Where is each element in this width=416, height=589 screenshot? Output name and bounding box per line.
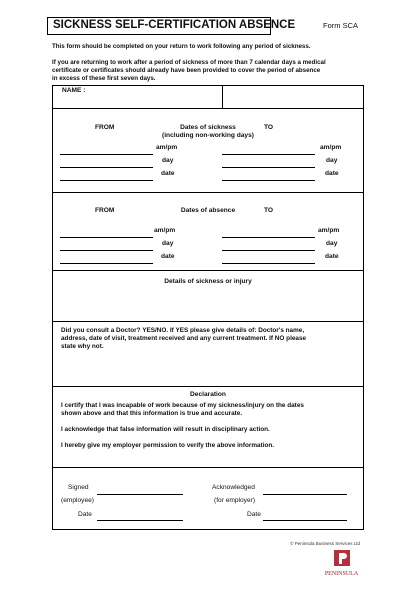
sickness-dates-subheading: (including non-working days) — [162, 132, 254, 139]
sickness-from-ampm-label: am/pm — [156, 144, 178, 151]
intro-text: This form should be completed on your return to work following any period of sickness. — [52, 43, 311, 50]
signed-label: Signed — [68, 484, 89, 491]
absence-from-date-field[interactable] — [60, 263, 153, 264]
peninsula-logo — [319, 550, 364, 580]
absence-from-ampm-field[interactable] — [60, 237, 153, 238]
intro-note-line-3: in excess of these first seven days. — [52, 75, 156, 82]
sickness-to-day-field[interactable] — [222, 167, 315, 168]
absence-to-ampm-label: am/pm — [318, 227, 340, 234]
doctor-question-line-1: Did you consult a Doctor? YES/NO. If YES please give details of: Doctor's name, — [61, 327, 305, 334]
declaration-text-3: I hereby give my employer permission to verify the above information. — [61, 442, 275, 449]
sickness-to-ampm-field[interactable] — [222, 154, 315, 155]
form-title: SICKNESS SELF-CERTIFICATION ABSENCE — [47, 17, 271, 35]
absence-to-day-field[interactable] — [222, 250, 315, 251]
sickness-from-date-field[interactable] — [60, 180, 153, 181]
absence-from-day-label: day — [162, 240, 174, 247]
sickness-from-date-label: date — [161, 170, 175, 177]
employer-date-label: Date — [247, 511, 261, 518]
employee-signature-field[interactable] — [97, 494, 183, 495]
absence-from-label: FROM — [95, 207, 115, 214]
employee-label: (employee) — [61, 497, 94, 504]
absence-from-date-label: date — [161, 253, 175, 260]
absence-to-day-label: day — [326, 240, 338, 247]
absence-dates-heading: Dates of absence — [180, 207, 236, 214]
employee-date-field[interactable] — [97, 520, 183, 521]
doctor-question-line-3: state why not. — [61, 343, 104, 350]
name-input-cell[interactable] — [222, 85, 364, 109]
sickness-to-ampm-label: am/pm — [320, 144, 342, 151]
logo-text: PENINSULA — [324, 571, 359, 577]
declaration-heading: Declaration — [190, 391, 226, 398]
name-label: NAME : — [62, 87, 86, 94]
sickness-dates-heading: Dates of sickness — [180, 124, 236, 131]
employee-date-label: Date — [78, 511, 92, 518]
absence-to-date-field[interactable] — [222, 263, 315, 264]
intro-note-line-2: certificate or certificates should already have been provided to cover the period of absence — [52, 67, 321, 74]
employer-signature-field[interactable] — [263, 494, 347, 495]
form-reference: Form SCA — [323, 21, 359, 30]
employer-label: (for employer) — [214, 497, 256, 504]
details-of-sickness-label: Details of sickness or injury — [164, 278, 252, 285]
declaration-text-1-line-1: I certify that I was incapable of work because of my sickness/injury on the dates — [61, 402, 304, 409]
sickness-from-day-field[interactable] — [60, 167, 153, 168]
absence-from-day-field[interactable] — [60, 250, 153, 251]
sickness-from-ampm-field[interactable] — [60, 154, 153, 155]
sickness-from-label: FROM — [95, 124, 115, 131]
absence-to-label: TO — [264, 207, 274, 214]
sickness-to-label: TO — [264, 124, 274, 131]
sickness-from-day-label: day — [162, 157, 174, 164]
absence-to-ampm-field[interactable] — [222, 237, 315, 238]
doctor-question-line-2: address, date of visit, treatment received and any current treatment. If NO please — [61, 335, 307, 342]
employer-date-field[interactable] — [263, 520, 347, 521]
absence-from-ampm-label: am/pm — [154, 227, 176, 234]
acknowledged-label: Acknowledged — [212, 484, 255, 491]
sickness-to-date-field[interactable] — [222, 180, 315, 181]
sickness-to-day-label: day — [326, 157, 338, 164]
declaration-text-2: I acknowledge that false information will result in disciplinary action. — [61, 426, 270, 433]
sickness-to-date-label: date — [325, 170, 339, 177]
copyright-text: © Peninsula Business Services Ltd — [290, 541, 360, 546]
absence-to-date-label: date — [325, 253, 339, 260]
declaration-text-1-line-2: shown above and that this information is true and accurate. — [61, 410, 243, 417]
intro-note-line-1: If you are returning to work after a period of sickness of more than 7 calendar days a medical — [52, 59, 326, 66]
